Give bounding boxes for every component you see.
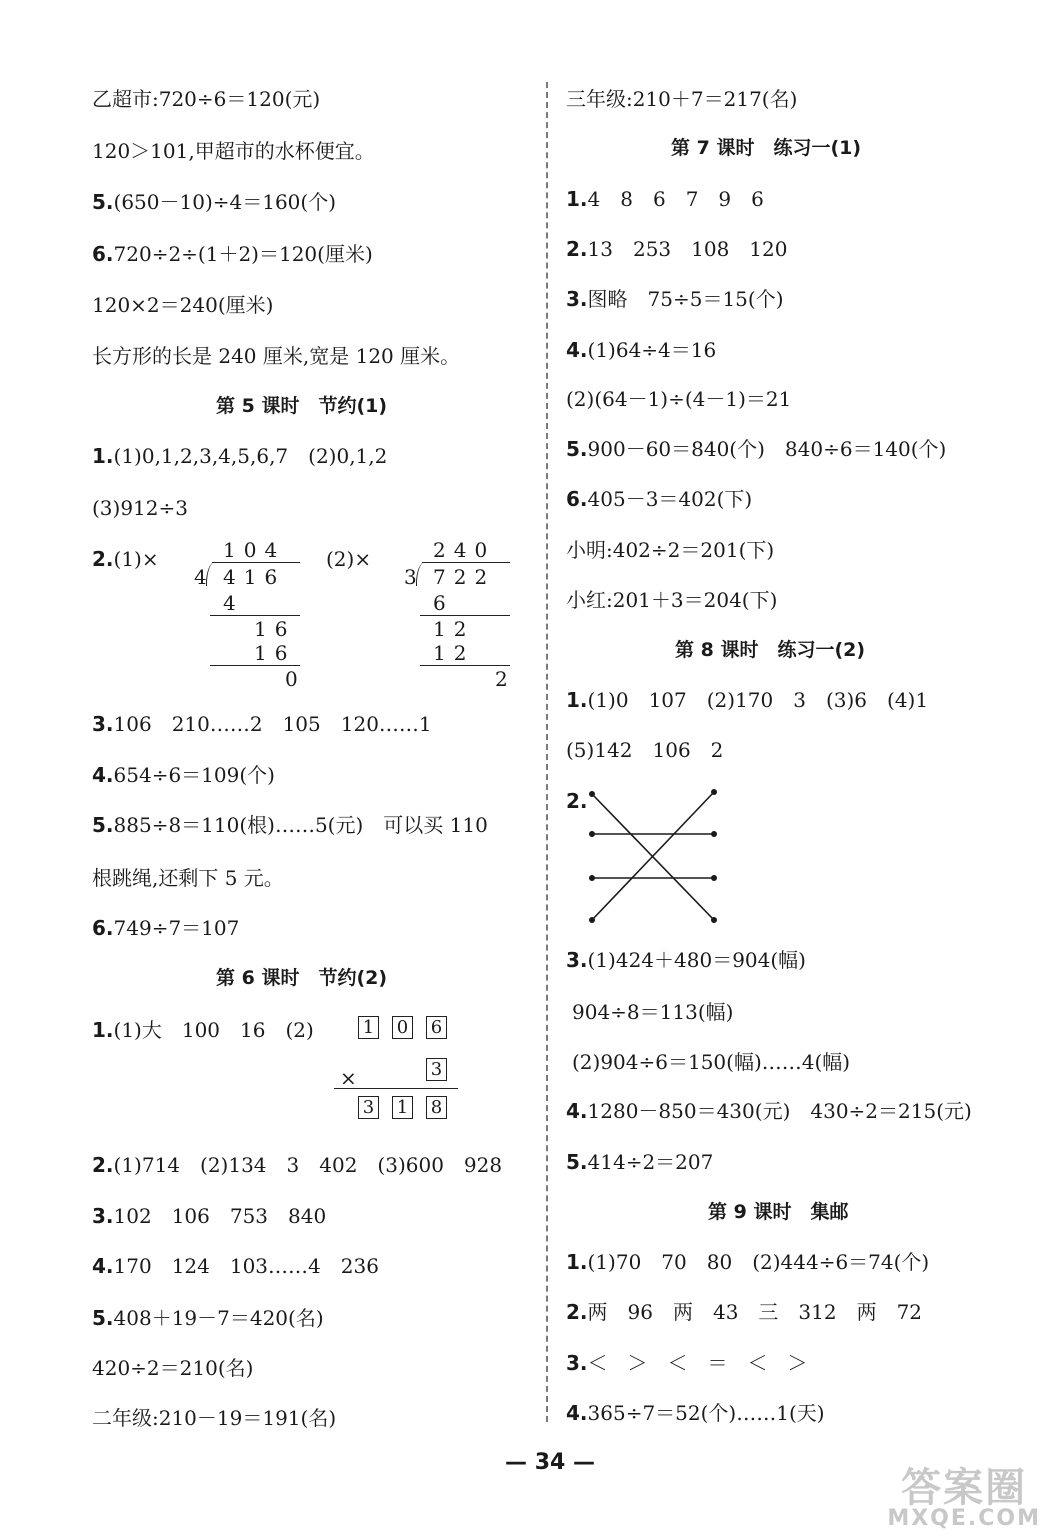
column-divider [546,82,548,1422]
text-line [566,1149,713,1175]
matching-dot-left [589,791,595,797]
answer-text: 1280－850＝430(元) 430÷2＝215(元) [587,1099,972,1123]
answer-text: (650－10)÷4＝160(个) [113,190,337,214]
division-bar [212,562,300,563]
divisor: 4 [194,565,215,589]
digit-box: 0 [392,1016,413,1039]
text-line [92,241,373,267]
division-bar [422,562,510,563]
matching-diagram [580,780,730,930]
text-line [92,189,336,215]
section-heading: 第 8 课时 练习一(2) [675,639,866,661]
answer-text: 749÷7＝107 [113,916,240,940]
text-line [566,947,806,973]
text-line [566,1299,922,1325]
question-number: 3. [92,1204,114,1228]
answer-text: (1)424＋480＝904(幅) [587,948,806,972]
answer-text: 4 8 6 7 9 6 [587,187,764,211]
matching-dot-left [589,831,595,837]
digit-box: 8 [426,1096,447,1119]
answer-text: (1)714 (2)134 3 402 (3)600 928 [113,1153,503,1177]
digit-box: 6 [426,1016,447,1039]
question-number: 6. [92,242,114,266]
quotient: 240 [433,538,496,562]
question-number: 3. [566,287,588,311]
question-number: 6. [566,487,588,511]
text-line [92,812,488,838]
step-row: 12 [433,641,475,665]
question-number: 4. [566,338,588,362]
text-line [92,1017,314,1043]
text-line [92,1203,326,1229]
text-line [92,1253,379,1279]
section-heading: 第 7 课时 练习一(1) [671,137,862,159]
step-line [420,665,510,666]
answer-text: 图略 75÷5＝15(个) [587,287,784,311]
matching-dot-right [711,831,717,837]
matching-dot-left [589,875,595,881]
answer-text: 102 106 753 840 [113,1204,327,1228]
matching-dot-left [589,917,595,923]
question-number: 5. [566,437,588,461]
answer-text: 106 210……2 105 120……1 [113,712,432,736]
question-number: 3. [92,712,114,736]
answer-text: 170 124 103……4 236 [113,1254,379,1278]
answer-text: 654÷6＝109(个) [113,763,275,787]
question-number: 2. [92,547,114,571]
section-heading: 第 6 课时 节约(2) [216,967,388,989]
answer-text: 两 96 两 43 三 312 两 72 [587,1300,923,1324]
watermark-logo [887,1465,1041,1531]
digit-box: 1 [392,1096,413,1119]
digit-box: 1 [358,1016,379,1039]
matching-dot-right [711,789,717,795]
text-line [566,1350,808,1376]
step-line [420,615,510,616]
text-line: 根跳绳,还剩下 5 元。 [92,866,284,890]
matching-dot-right [711,917,717,923]
answer-text: (1)64÷4＝16 [587,338,717,362]
question-number: 5. [92,190,114,214]
text-line: (2)904÷6＝150(幅)……4(幅) [572,1050,851,1074]
question-number: 5. [92,813,114,837]
answer-text: 885÷8＝110(根)……5(元) 可以买 110 [113,813,488,837]
remainder: 0 [285,667,306,691]
answer-text: (1)0,1,2,3,4,5,6,7 (2)0,1,2 [113,444,388,468]
text-line [566,186,764,212]
text-line [566,286,784,312]
text-line: (2)(64－1)÷(4－1)＝21 [566,387,792,411]
step-row: 16 [254,641,296,665]
divisor: 3 [404,565,425,589]
digit-box: 3 [426,1058,447,1081]
answer-text: 365÷7＝52(个)……1(天) [587,1401,825,1425]
question-number: 2. [566,237,588,261]
question-number: 1. [566,1250,588,1274]
text-line [566,1098,972,1124]
watermark-text: 答案圈 [901,1465,1028,1511]
text-line [566,486,752,512]
text-line [92,546,159,572]
text-line [92,711,432,737]
text-line [566,436,946,462]
answer-text: (1)0 107 (2)170 3 (3)6 (4)1 [587,688,929,712]
answer-text: (1)× [113,547,159,571]
multiply-sign: × [340,1066,357,1090]
answer-text: 13 253 108 120 [587,237,788,261]
text-line [92,762,275,788]
answer-text: (1)大 100 16 (2) [113,1018,314,1042]
text-line: 120＞101,甲超市的水杯便宜。 [92,139,375,163]
question-number: 3. [566,1351,588,1375]
question-number: 1. [92,1018,114,1042]
text-line [92,915,239,941]
watermark-url: MXQE.COM [887,1506,1041,1531]
answer-text: 900－60＝840(个) 840÷6＝140(个) [587,437,947,461]
question-number: 4. [566,1099,588,1123]
remainder: 2 [495,667,516,691]
step-line [210,665,300,666]
text-line: 小明:402÷2＝201(下) [566,538,775,562]
question-number: 4. [92,763,114,787]
text-line [92,1305,324,1331]
step-row: 12 [433,617,475,641]
answer-text: (1)70 70 80 (2)444÷6＝74(个) [587,1250,930,1274]
dividend: 416 [223,565,286,589]
section-heading: 第 9 课时 集邮 [708,1201,849,1223]
question-number: 5. [92,1306,114,1330]
answer-text: 405－3＝402(下) [587,487,753,511]
question-number: 1. [566,688,588,712]
answer-text: 408＋19－7＝420(名) [113,1306,324,1330]
text-line [566,1400,825,1426]
boxed-multiplication [330,1016,460,1126]
section-heading: 第 5 课时 节约(1) [216,395,388,417]
step-row: 4 [223,591,244,615]
question-number: 1. [92,444,114,468]
question-number: 2. [566,1300,588,1324]
text-line [566,687,928,713]
question-number: 6. [92,916,114,940]
text-line [566,236,788,262]
question-number: 1. [566,187,588,211]
answer-text: 414÷2＝207 [587,1150,714,1174]
question-number: 5. [566,1150,588,1174]
question-number: 2. [566,789,588,813]
product-line [334,1088,458,1089]
digit-box: 3 [358,1096,379,1119]
text-line: (3)912÷3 [92,496,188,520]
text-line: 120×2＝240(厘米) [92,293,274,317]
text-line: 二年级:210－19＝191(名) [92,1406,337,1430]
text-line [566,337,716,363]
long-division [400,538,520,698]
text-line [92,443,387,469]
answer-text: ＜ ＞ ＜ ＝ ＜ ＞ [587,1351,808,1375]
text-line: 904÷8＝113(幅) [572,1000,734,1024]
long-division [190,538,310,698]
text-line: 三年级:210＋7＝217(名) [566,87,798,111]
question-number: 3. [566,948,588,972]
answer-text: 720÷2÷(1＋2)＝120(厘米) [113,242,373,266]
matching-dot-right [711,875,717,881]
question-number: 4. [92,1254,114,1278]
text-line: (2)× [326,547,372,571]
question-number: 4. [566,1401,588,1425]
step-line [210,615,300,616]
text-line [566,1249,929,1275]
text-line: 小红:201＋3＝204(下) [566,588,778,612]
step-row: 6 [433,591,454,615]
text-line [92,1152,502,1178]
page-number: — 34 — [505,1450,595,1475]
question-number: 2. [92,1153,114,1177]
text-line: 长方形的长是 240 厘米,宽是 120 厘米。 [92,344,461,368]
text-line: 420÷2＝210(名) [92,1356,254,1380]
text-line: 乙超市:720÷6＝120(元) [92,87,321,111]
text-line: (5)142 106 2 [566,738,724,762]
dividend: 722 [433,565,496,589]
step-row: 16 [254,617,296,641]
quotient: 104 [223,538,286,562]
